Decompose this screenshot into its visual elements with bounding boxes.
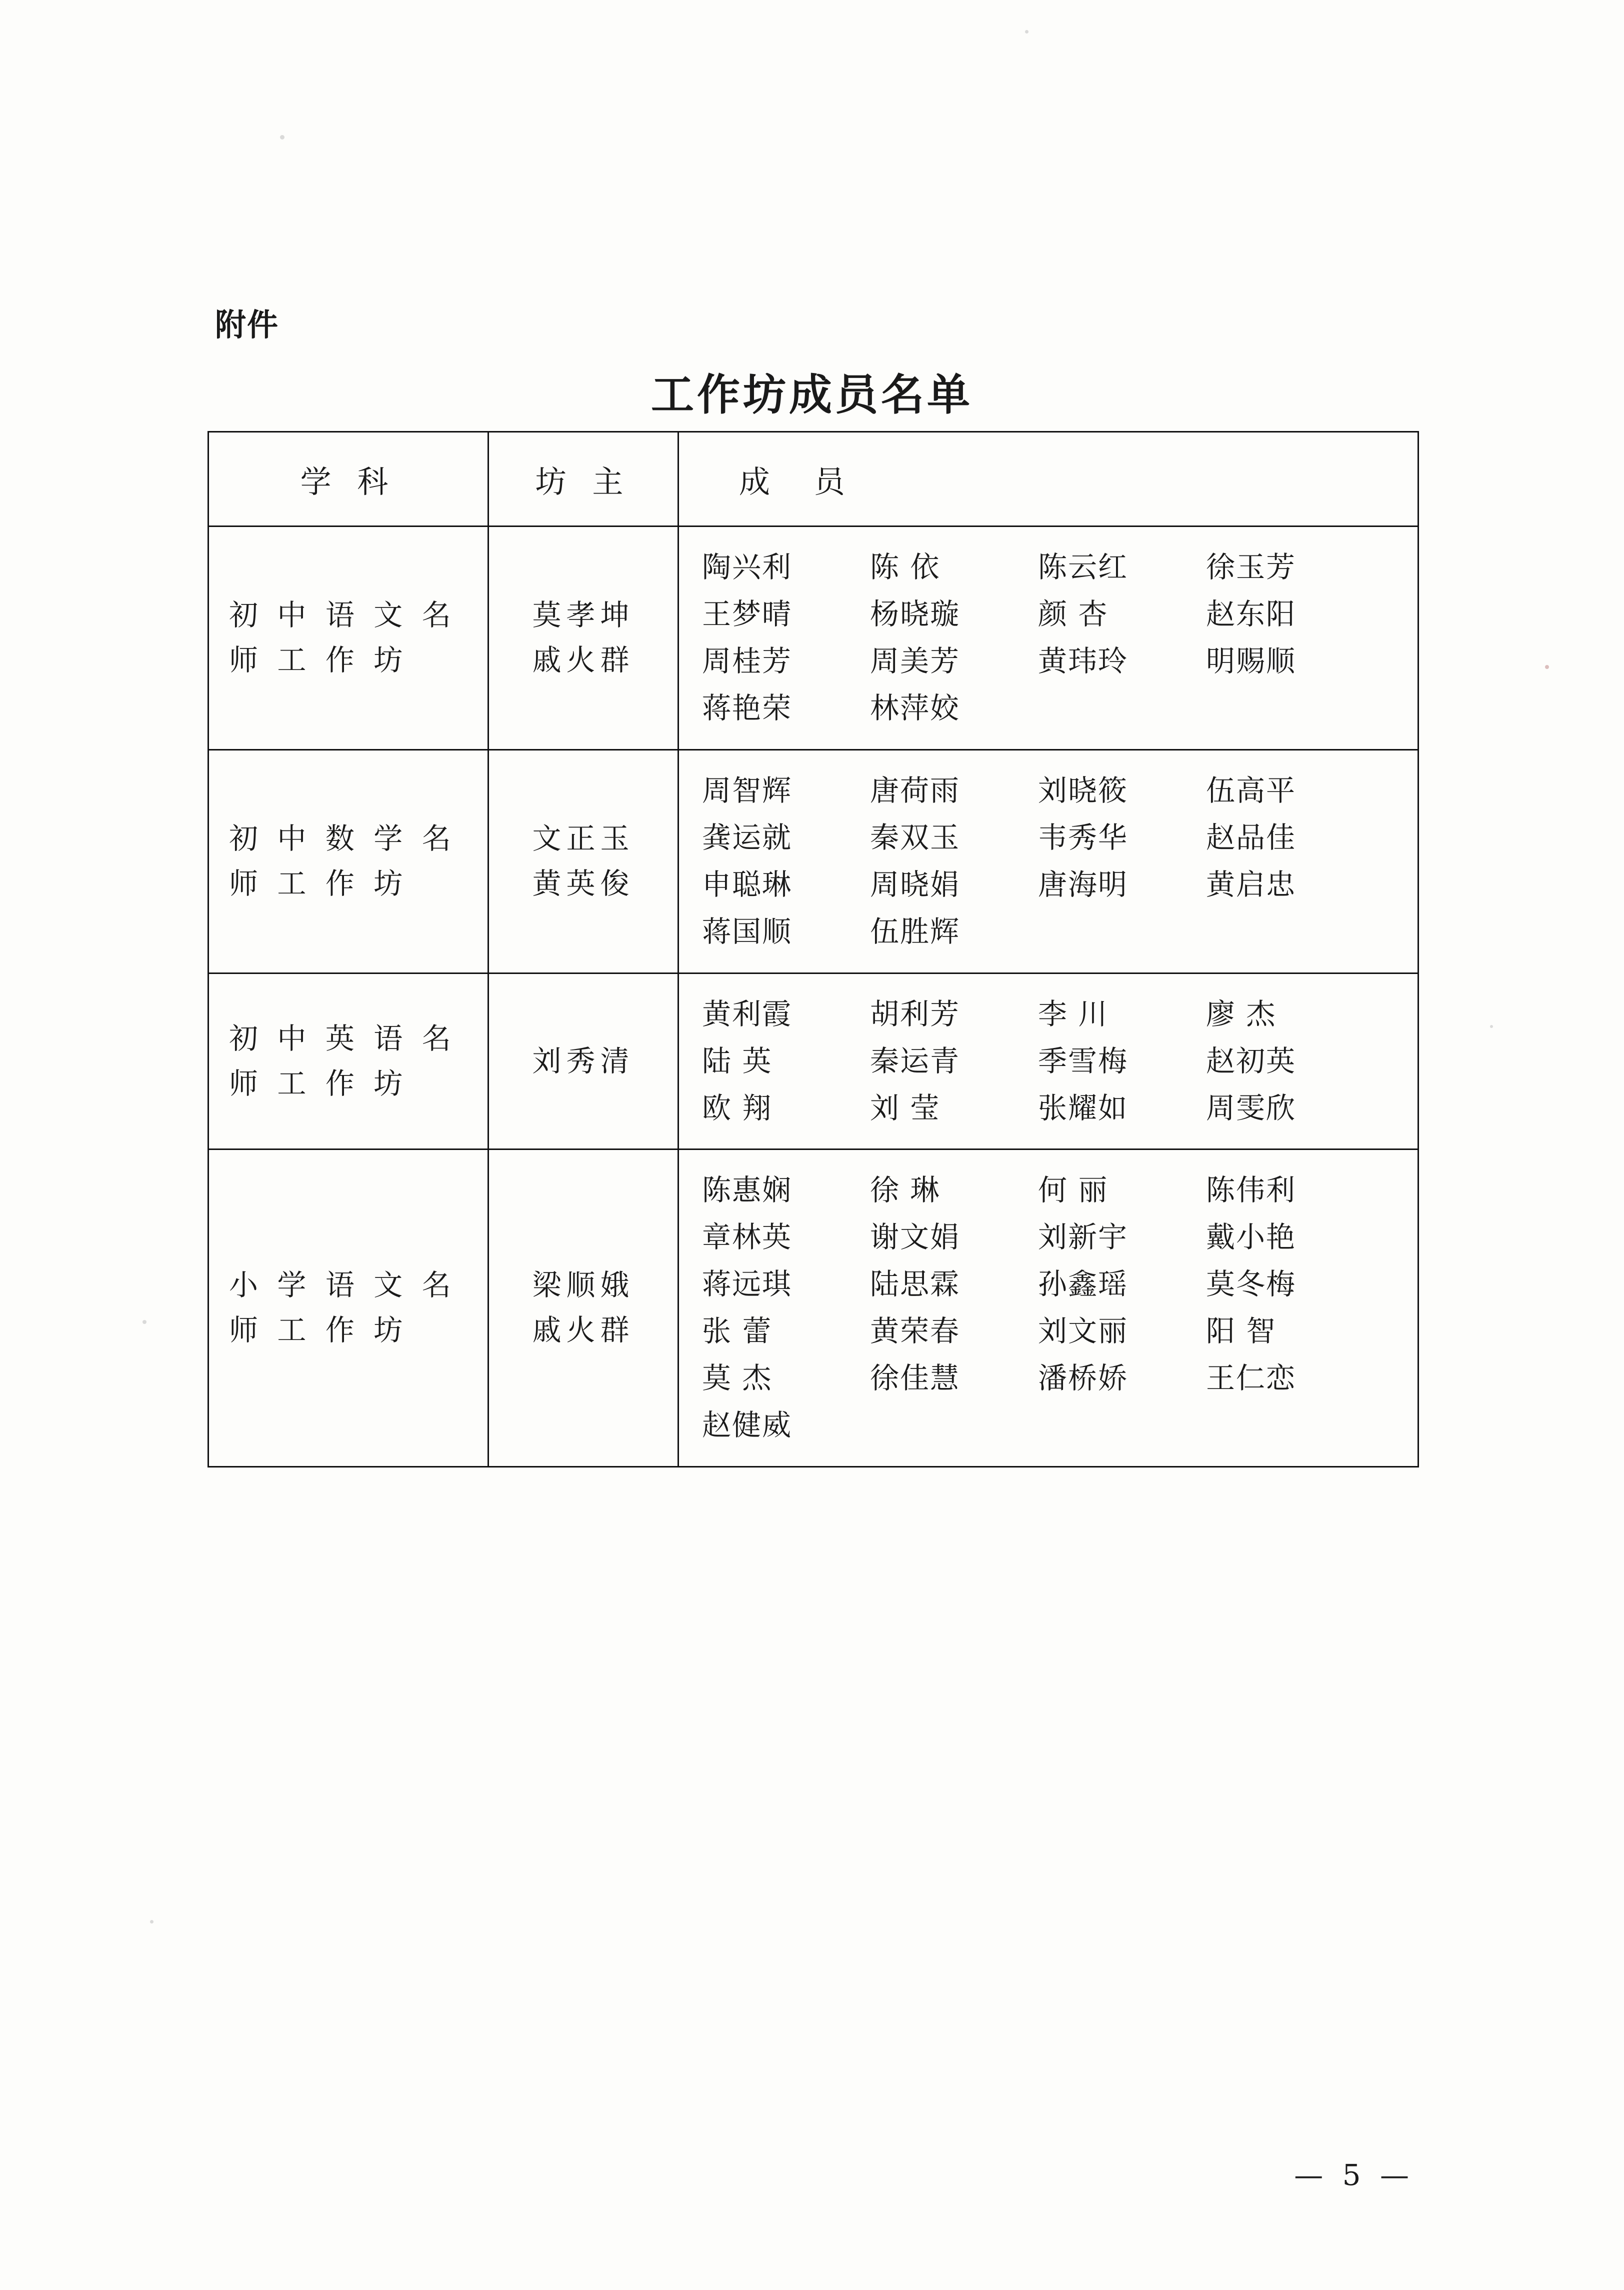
member-name: 周智辉 — [702, 773, 792, 808]
leader-name: 黄英俊 — [532, 866, 634, 900]
member-name: 阳 智 — [1206, 1314, 1276, 1348]
member-row — [702, 768, 1404, 814]
subject-cell — [208, 973, 488, 1150]
member-name: 秦运青 — [870, 1044, 960, 1078]
member-name: 陆思霖 — [870, 1267, 960, 1302]
member-row — [702, 991, 1404, 1038]
member-name: 莫 杰 — [702, 1361, 772, 1396]
member-name: 周桂芳 — [702, 644, 792, 678]
leader-name: 梁顺娥 — [532, 1268, 634, 1302]
member-name: 蒋远琪 — [702, 1267, 792, 1302]
member-name: 唐海明 — [1038, 867, 1128, 902]
member-name: 林萍姣 — [870, 690, 960, 725]
member-name: 伍高平 — [1206, 773, 1296, 808]
member-name: 周雯欣 — [1206, 1090, 1296, 1125]
member-name: 蒋艳荣 — [702, 690, 792, 725]
scan-speck — [1545, 665, 1549, 669]
member-name: 徐佳慧 — [870, 1361, 960, 1396]
header-label-subject: 学 科 — [300, 463, 396, 500]
subject-cell — [208, 1150, 488, 1467]
table-row — [208, 973, 1418, 1150]
member-name: 周晓娟 — [870, 867, 960, 902]
member-row — [702, 1402, 1404, 1449]
member-name: 赵健威 — [702, 1408, 792, 1442]
member-name: 黄利霞 — [702, 996, 792, 1031]
member-name: 李 川 — [1038, 996, 1108, 1031]
members-cell — [678, 973, 1418, 1150]
member-name: 孙鑫瑶 — [1038, 1267, 1128, 1302]
table-header-row — [208, 432, 1418, 526]
member-name: 陈伟利 — [1206, 1173, 1296, 1208]
member-row — [702, 685, 1404, 732]
member-row — [702, 544, 1404, 591]
member-name: 戴小艳 — [1206, 1220, 1296, 1254]
member-name: 何 丽 — [1038, 1173, 1108, 1208]
member-name: 廖 杰 — [1206, 996, 1276, 1031]
member-name: 刘新宇 — [1038, 1220, 1128, 1254]
member-name: 颜 杏 — [1038, 596, 1108, 631]
header-cell-leader — [488, 432, 678, 526]
table-row — [208, 750, 1418, 973]
member-name: 黄玮玲 — [1038, 644, 1128, 678]
member-name: 刘文丽 — [1038, 1314, 1128, 1348]
subject-line: 小 学 语 文 名 — [229, 1268, 456, 1302]
member-name: 王仁恋 — [1206, 1361, 1296, 1396]
member-name: 黄启忠 — [1206, 867, 1296, 902]
attachment-label: 附件 — [215, 306, 280, 343]
header-label-leader: 坊 主 — [535, 463, 632, 500]
member-name: 陆 英 — [702, 1044, 772, 1078]
member-name: 刘晓筱 — [1038, 773, 1128, 808]
scan-speck — [1025, 30, 1028, 34]
members-cell — [678, 750, 1418, 973]
member-name: 季雪梅 — [1038, 1044, 1128, 1078]
member-name: 潘桥娇 — [1038, 1361, 1128, 1396]
subject-line: 初 中 数 学 名 — [229, 821, 456, 856]
table-row — [208, 1150, 1418, 1467]
scan-speck — [280, 135, 284, 140]
member-name: 欧 翔 — [702, 1090, 772, 1125]
member-row — [702, 908, 1404, 956]
member-row — [702, 862, 1404, 908]
workshop-roster-table — [208, 431, 1419, 1468]
leader-name: 戚火群 — [532, 642, 634, 677]
leader-cell — [488, 973, 678, 1150]
member-name: 王梦晴 — [702, 596, 792, 631]
member-row — [702, 591, 1404, 638]
subject-cell — [208, 526, 488, 750]
member-name: 刘 莹 — [870, 1090, 940, 1125]
member-name: 谢文娟 — [870, 1220, 960, 1254]
header-cell-subject — [208, 432, 488, 526]
header-label-members: 成 员 — [739, 463, 862, 500]
subject-cell — [208, 750, 488, 973]
subject-line: 初 中 语 文 名 — [229, 598, 456, 632]
member-name: 周美芳 — [870, 644, 960, 678]
member-name: 明赐顺 — [1206, 644, 1296, 678]
member-name: 唐荷雨 — [870, 773, 960, 808]
member-name: 章林英 — [702, 1220, 792, 1254]
member-name: 陈 依 — [870, 550, 940, 584]
member-row — [702, 1167, 1404, 1214]
table-row — [208, 526, 1418, 750]
scan-speck — [142, 1320, 146, 1324]
member-name: 赵初英 — [1206, 1044, 1296, 1078]
leader-name: 戚火群 — [532, 1313, 634, 1348]
member-row — [702, 1308, 1404, 1355]
page-number: — 5 — — [1294, 2158, 1414, 2192]
member-name: 蒋国顺 — [702, 914, 792, 948]
member-name: 张耀如 — [1038, 1090, 1128, 1125]
member-row — [702, 1355, 1404, 1402]
member-name: 杨晓璇 — [870, 596, 960, 631]
member-name: 胡利芳 — [870, 996, 960, 1031]
member-name: 韦秀华 — [1038, 820, 1128, 854]
subject-line: 师 工 作 坊 — [229, 1313, 408, 1348]
member-name: 申聪琳 — [702, 867, 792, 902]
subject-line: 师 工 作 坊 — [229, 866, 408, 900]
member-name: 徐玉芳 — [1206, 550, 1296, 584]
subject-line: 师 工 作 坊 — [229, 1066, 408, 1100]
leader-cell — [488, 1150, 678, 1467]
leader-name: 文正玉 — [532, 821, 634, 856]
leader-cell — [488, 526, 678, 750]
subject-line: 初 中 英 语 名 — [229, 1021, 456, 1056]
member-name: 陈云红 — [1038, 550, 1128, 584]
member-row — [702, 1261, 1404, 1308]
leader-name: 刘秀清 — [532, 1044, 634, 1078]
member-row — [702, 1085, 1404, 1132]
member-name: 赵东阳 — [1206, 596, 1296, 631]
member-name: 赵品佳 — [1206, 820, 1296, 854]
member-name: 秦双玉 — [870, 820, 960, 854]
member-name: 陈惠娴 — [702, 1173, 792, 1208]
member-row — [702, 1038, 1404, 1085]
members-cell — [678, 1150, 1418, 1467]
member-name: 陶兴利 — [702, 550, 792, 584]
scan-speck — [1490, 1025, 1493, 1028]
leader-name: 莫孝坤 — [532, 598, 634, 632]
member-row — [702, 814, 1404, 862]
member-row — [702, 638, 1404, 685]
member-name: 莫冬梅 — [1206, 1267, 1296, 1302]
page-title: 工作坊成员名单 — [651, 370, 973, 420]
member-name: 张 蕾 — [702, 1314, 772, 1348]
member-name: 徐 琳 — [870, 1173, 940, 1208]
member-name: 黄荣春 — [870, 1314, 960, 1348]
scan-speck — [150, 1920, 154, 1924]
member-name: 伍胜辉 — [870, 914, 960, 948]
member-name: 龚运就 — [702, 820, 792, 854]
header-cell-members — [678, 432, 1418, 526]
subject-line: 师 工 作 坊 — [229, 642, 408, 677]
member-row — [702, 1214, 1404, 1261]
members-cell — [678, 526, 1418, 750]
leader-cell — [488, 750, 678, 973]
